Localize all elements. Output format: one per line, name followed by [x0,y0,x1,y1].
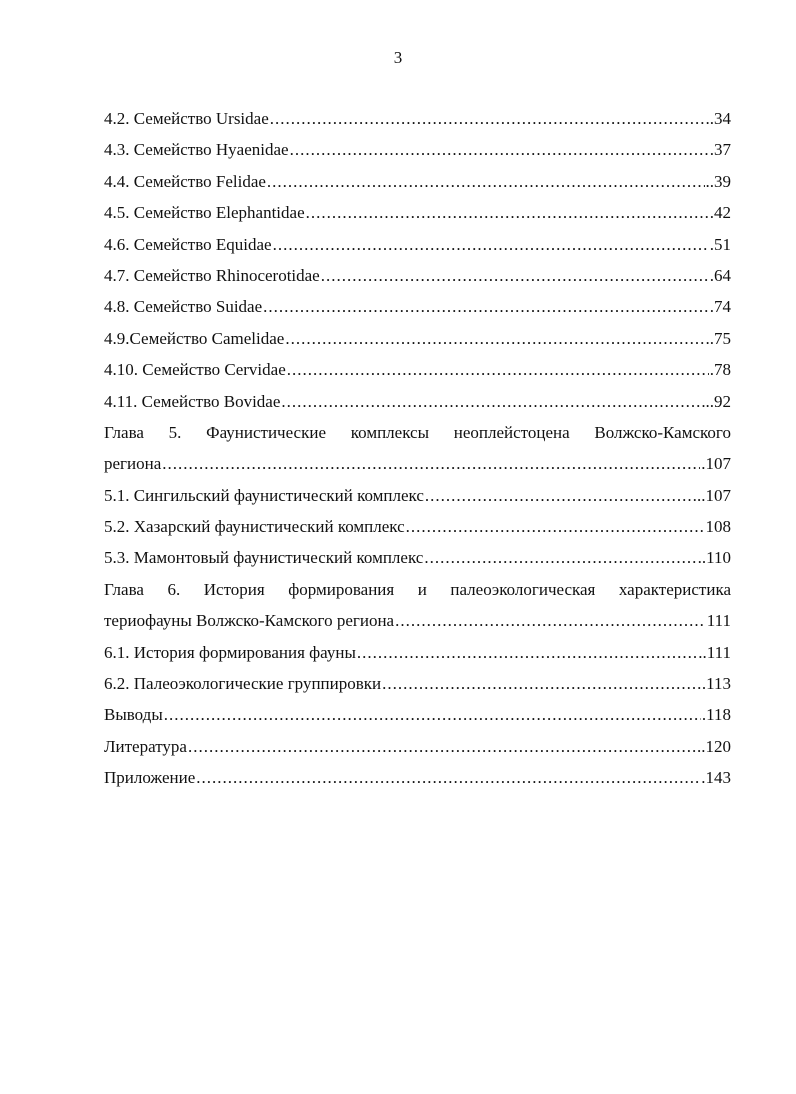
toc-entry-page: .118 [701,705,731,725]
dot-leader [424,548,696,568]
dot-leader [267,172,705,192]
dot-leader [290,140,709,160]
dot-leader [287,360,709,380]
dot-leader [395,611,706,631]
toc-chapter-5-heading [104,423,731,454]
toc-entry-label: 6.1. История формирования фауны [104,642,356,662]
toc-entry-page: ..110 [697,548,731,568]
dot-leader [406,517,705,537]
toc-chapter-6-continuation [104,611,731,642]
toc-entry-literature [104,737,731,768]
toc-entry-page: .64 [709,265,731,285]
dot-leader [306,203,709,223]
toc-entry-felidae [104,172,731,203]
toc-entry-page: 108 [705,517,731,537]
table-of-contents [104,109,731,800]
dot-leader [162,454,700,474]
heading-word: 6. [167,579,181,599]
toc-entry-label: региона [104,454,162,474]
dot-leader [285,329,704,349]
heading-word: Фаунистические [206,422,327,442]
dot-leader [164,705,701,725]
toc-entry-label: 4.8. Семейство Suidae [104,297,263,317]
heading-word: характеристика [618,579,731,599]
toc-entry-singil-complex [104,486,731,517]
toc-entry-cervidae [104,360,731,391]
toc-entry-page: ..111 [698,642,731,662]
toc-entry-conclusions [104,705,731,736]
toc-entry-label: 4.7. Семейство Rhinocerotidae [104,265,320,285]
toc-entry-khazar-complex [104,517,731,548]
toc-entry-page: .107 [701,454,731,474]
toc-entry-label: 4.9.Семейство Camelidae [104,328,285,348]
dot-leader [188,737,696,757]
dot-leader [273,235,709,255]
toc-entry-label: 5.1. Сингильский фаунистический комплекс [104,485,424,505]
toc-entry-page: ..75 [705,328,731,348]
toc-entry-ursidae [104,109,731,140]
toc-entry-label: Литература [104,736,187,756]
toc-chapter-5-continuation [104,454,731,485]
page-number: 3 [393,48,403,67]
toc-entry-page: ..39 [705,171,731,191]
toc-entry-page: ..107 [697,485,731,505]
heading-word: палеоэкологическая [450,579,596,599]
dot-leader [196,768,700,788]
toc-entry-page: .74 [709,297,731,317]
toc-entry-label: Выводы [104,705,163,725]
toc-entry-label: Приложение [104,768,196,788]
toc-chapter-6-heading [104,580,731,611]
toc-entry-label: 4.3. Семейство Hyaenidae [104,140,289,160]
toc-entry-page: .143 [701,768,731,788]
toc-entry-equidae [104,235,731,266]
heading-word: неоплейстоцена [453,422,570,442]
toc-entry-rhinocerotidae [104,266,731,297]
dot-leader [425,486,696,506]
heading-word: и [417,579,427,599]
toc-entry-hyaenidae [104,140,731,171]
toc-entry-page: .113 [701,674,731,694]
toc-entry-label: 4.5. Семейство Elephantidae [104,203,305,223]
dot-leader [321,266,709,286]
toc-entry-page: ..120 [697,736,731,756]
toc-entry-page: .37 [709,140,731,160]
toc-entry-appendix [104,768,731,799]
heading-word: формирования [288,579,395,599]
heading-word: Глава [104,579,144,599]
toc-entry-label: териофауны Волжско-Камского региона [104,611,395,631]
toc-entry-label: 5.3. Мамонтовый фаунистический комплекс [104,548,424,568]
toc-entry-page: .42 [709,203,731,223]
heading-word: История [203,579,265,599]
toc-entry-label: 4.11. Семейство Bovidae [104,391,281,411]
toc-entry-label: 5.2. Хазарский фаунистический комплекс [104,517,405,537]
heading-word: Глава [104,422,144,442]
toc-entry-page: ..92 [705,391,731,411]
toc-entry-label: 4.2. Семейство Ursidae [104,109,269,128]
dot-leader [357,643,697,663]
toc-entry-page: .78 [709,360,731,380]
dot-leader [263,297,709,317]
toc-entry-page: 111 [706,611,731,631]
toc-entry-label: 6.2. Палеоэкологические группировки [104,674,382,694]
toc-entry-elephantidae [104,203,731,234]
toc-entry-mammoth-complex [104,548,731,579]
toc-entry-paleoecological-groups [104,674,731,705]
toc-entry-label: 4.4. Семейство Felidae [104,171,266,191]
toc-entry-page: .34 [709,109,731,128]
dot-leader [270,109,709,129]
heading-word: комплексы [350,422,430,442]
toc-entry-fauna-formation [104,643,731,674]
dot-leader [382,674,701,694]
heading-word: 5. [168,422,182,442]
toc-entry-camelidae [104,329,731,360]
toc-entry-label: 4.10. Семейство Cervidae [104,360,286,380]
toc-entry-suidae [104,297,731,328]
toc-entry-page: .51 [709,234,731,254]
dot-leader [281,392,704,412]
heading-word: Волжско-Камского [594,422,731,442]
toc-entry-bovidae [104,392,731,423]
toc-entry-label: 4.6. Семейство Equidae [104,234,272,254]
